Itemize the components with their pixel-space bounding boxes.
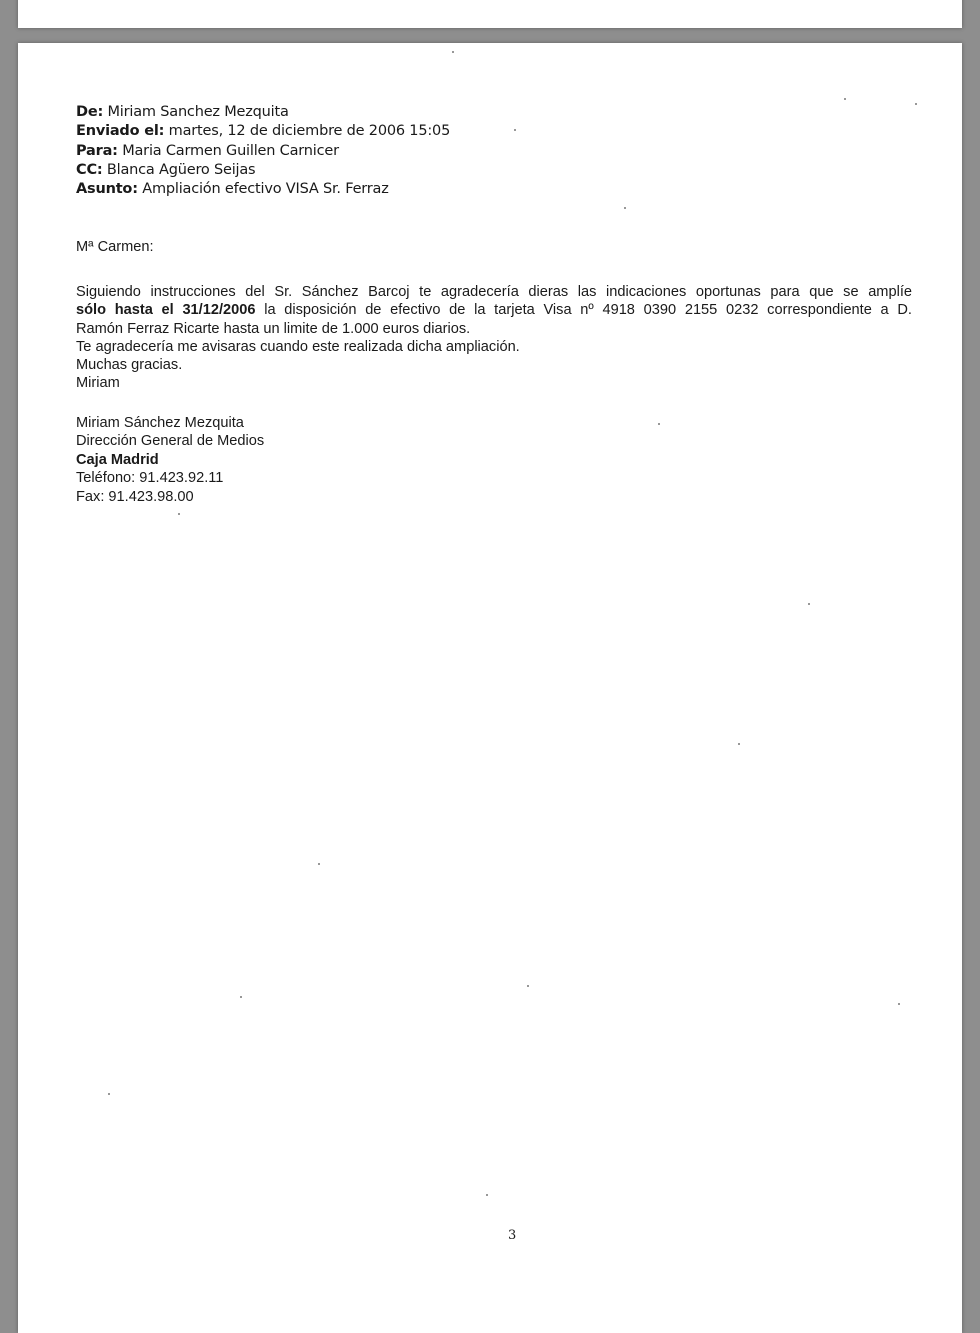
- from-row: [76, 103, 450, 122]
- signature-block: [76, 414, 264, 506]
- scan-speck: [486, 1194, 488, 1196]
- to-value: Maria Carmen Guillen Carnicer: [122, 142, 339, 159]
- scan-speck: [624, 207, 626, 209]
- subject-label: Asunto:: [76, 181, 138, 198]
- cc-row: [76, 161, 450, 180]
- body-line-2: [76, 301, 912, 319]
- sent-row: [76, 122, 450, 141]
- to-row: [76, 142, 450, 161]
- body-line-1: Siguiendo instrucciones del Sr. Sánchez Barcoj te agradecería dieras las indicaciones oportunas para que se amplíe: [76, 284, 912, 300]
- body-line-3: Ramón Ferraz Ricarte hasta un limite de 1.000 euros diarios.: [76, 320, 471, 337]
- body-line-2-bold: sólo hasta el 31/12/2006: [76, 302, 256, 319]
- salutation: Mª Carmen:: [76, 239, 154, 255]
- scan-speck: [898, 1003, 900, 1005]
- scan-speck: [527, 985, 529, 987]
- scan-speck: [514, 129, 516, 131]
- scan-speck: [844, 98, 846, 100]
- scan-speck: [915, 103, 917, 105]
- scan-speck: [318, 863, 320, 865]
- email-header: [76, 103, 450, 199]
- body-line-4: Te agradecería me avisaras cuando este realizada dicha ampliación.: [76, 338, 520, 355]
- signature-phone: Teléfono: 91.423.92.11: [76, 470, 224, 487]
- signature-company: Caja Madrid: [76, 451, 159, 468]
- sent-label: Enviado el:: [76, 123, 165, 140]
- message-body: [76, 283, 912, 393]
- to-label: Para:: [76, 142, 118, 159]
- signature-fax: Fax: 91.423.98.00: [76, 488, 194, 505]
- scan-speck: [452, 51, 454, 53]
- scan-speck: [658, 423, 660, 425]
- signature-department: Dirección General de Medios: [76, 433, 265, 450]
- scan-speck: [178, 513, 180, 515]
- sent-value: martes, 12 de diciembre de 2006 15:05: [168, 123, 451, 140]
- subject-value: Ampliación efectivo VISA Sr. Ferraz: [142, 181, 389, 198]
- previous-page: [18, 0, 962, 28]
- scan-speck: [108, 1093, 110, 1095]
- cc-value: Blanca Agüero Seijas: [106, 161, 256, 178]
- body-line-2-rest: la disposición de efectivo de la tarjeta Visa nº 4918 0390 2155 0232 correspondiente a D.: [255, 302, 912, 319]
- signature-name: Miriam Sánchez Mezquita: [76, 415, 244, 431]
- scan-speck: [808, 603, 810, 605]
- scan-speck: [240, 996, 242, 998]
- cc-label: CC:: [76, 161, 103, 178]
- scan-speck: [738, 743, 740, 745]
- page-number: 3: [508, 1228, 517, 1243]
- from-value: Miriam Sanchez Mezquita: [107, 104, 289, 120]
- from-label: De:: [76, 104, 104, 120]
- body-line-5: Muchas gracias.: [76, 357, 183, 374]
- document-page: [18, 43, 962, 1333]
- body-line-6: Miriam: [76, 375, 120, 392]
- subject-row: [76, 180, 450, 199]
